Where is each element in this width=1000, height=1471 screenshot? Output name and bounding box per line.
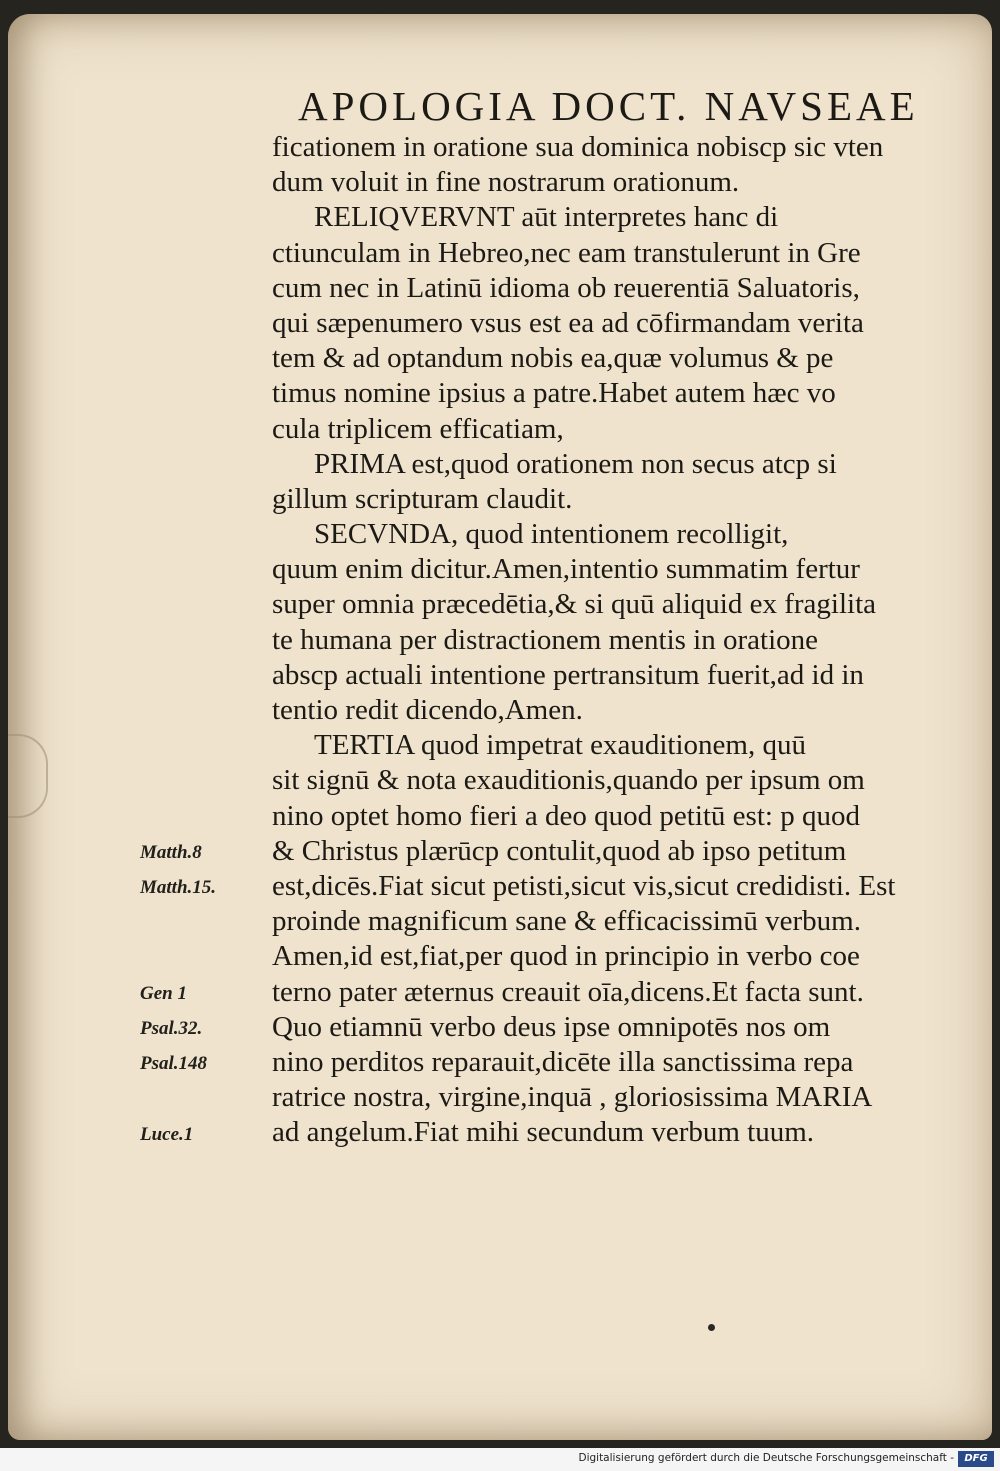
text-line: abscp actuali intentione pertransitum fuerit,ad id in — [272, 658, 864, 691]
text-line: SECVNDA, quod intentionem recolligit, — [314, 518, 789, 551]
text-line: cum nec in Latinū idioma ob reuerentiā Saluatoris, — [272, 271, 860, 304]
text-line: quum enim dicitur.Amen,intentio summatim fertur — [272, 553, 860, 586]
text-line: terno pater æternus creauit oīa,dicens.Et facta sunt. — [272, 975, 864, 1008]
text-line: Amen,id est,fiat,per quod in principio in verbo coe — [272, 940, 860, 973]
text-line: PRIMA est,quod orationem non secus atcp si — [314, 447, 837, 480]
text-line: RELIQVERVNT aūt interpretes hanc di — [314, 201, 779, 234]
text-line: tentio redit dicendo,Amen. — [272, 694, 583, 726]
running-head: APOLOGIA DOCT. NAVSEAE — [298, 83, 919, 129]
dfg-logo: DFG — [958, 1451, 994, 1467]
marginal-note: Matth.15. — [140, 877, 217, 899]
text-line: Quo etiamnū verbo deus ipse omnipotēs nos om — [272, 1010, 831, 1043]
text-line: ficationem in oratione sua dominica nobiscp sic vten — [272, 131, 884, 163]
text-line: tem & ad optandum nobis ea,quæ volumus & pe — [272, 342, 834, 375]
text-line: timus nomine ipsius a patre.Habet autem hæc vo — [272, 377, 836, 410]
text-line: super omnia præcedētia,& si quū aliquid ex fragilita — [272, 588, 877, 621]
text-line: est,dicēs.Fiat sicut petisti,sicut vis,sicut credidisti. Est — [272, 869, 896, 902]
text-line: te humana per distractionem mentis in oratione — [272, 623, 819, 656]
text-line: cula triplicem efficatiam, — [272, 412, 564, 445]
text-line: dum voluit in fine nostrarum orationum. — [272, 166, 740, 199]
text-line: & Christus plærūcp contulit,quod ab ipso petitum — [272, 834, 847, 867]
marginal-note: Matth.8 — [140, 842, 202, 863]
marginal-note: Luce.1 — [140, 1123, 194, 1145]
text-line: sit signū & nota exauditionis,quando per ipsum om — [272, 764, 865, 797]
text-line: gillum scripturam claudit. — [272, 482, 573, 515]
text-line: nino optet homo fieri a deo quod petitū est: p quod — [272, 799, 860, 832]
marginal-note: Psal.32. — [140, 1018, 203, 1039]
text-line: ratrice nostra, virgine,inquā , gloriosissima MARIA — [272, 1081, 873, 1114]
text-line: proinde magnificum sane & efficacissimū verbum. — [272, 905, 861, 938]
text-line: TERTIA quod impetrat exauditionem, quū — [314, 729, 806, 762]
body-text — [272, 130, 952, 1150]
footer-bar — [0, 1448, 1000, 1471]
page-edge-tab — [8, 734, 48, 818]
text-line: qui sæpenumero vsus est ea ad cōfirmandam verita — [272, 306, 864, 339]
page-dot-mark — [708, 1324, 715, 1331]
text-line: nino perditos reparauit,dicēte illa sanctissima repa — [272, 1045, 854, 1078]
text-line: ad angelum.Fiat mihi secundum verbum tuum. — [272, 1116, 815, 1149]
footer-credit: Digitalisierung gefördert durch die Deutsche Forschungsgemeinschaft - — [578, 1452, 954, 1464]
marginal-note: Gen 1 — [140, 982, 187, 1004]
text-line: ctiunculam in Hebreo,nec eam transtulerunt in Gre — [272, 236, 861, 269]
marginal-note: Psal.148 — [140, 1053, 208, 1075]
